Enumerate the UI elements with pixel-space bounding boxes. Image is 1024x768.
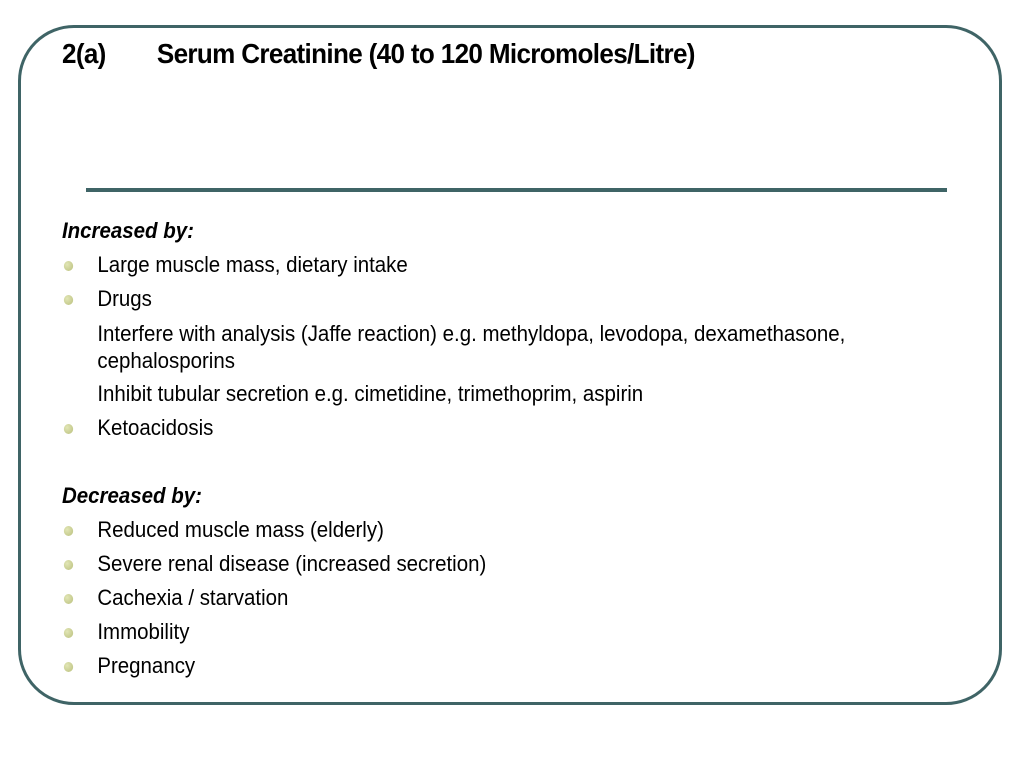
bullet-icon xyxy=(64,295,73,305)
bullet-icon xyxy=(64,261,73,271)
bullet-icon xyxy=(64,560,73,570)
increased-heading: Increased by: xyxy=(62,218,194,243)
section-gap xyxy=(62,445,982,479)
slide-title xyxy=(62,38,695,70)
slide-content xyxy=(62,214,982,683)
list-item xyxy=(62,513,918,547)
list-item-text: Severe renal disease (increased secretion) xyxy=(97,551,487,576)
list-item-text: Large muscle mass, dietary intake xyxy=(97,252,408,277)
bullet-icon xyxy=(64,594,73,604)
bullet-icon xyxy=(64,628,73,638)
bullet-icon xyxy=(64,526,73,536)
decreased-heading: Decreased by: xyxy=(62,483,202,508)
sub-item: Interfere with analysis (Jaffe reaction) e.g. methyldopa, levodopa, dexamethasone, cephalosporins xyxy=(97,321,846,373)
bullet-icon xyxy=(64,424,73,434)
list-item xyxy=(62,248,918,282)
list-item-text: Pregnancy xyxy=(97,653,196,678)
list-item xyxy=(62,649,918,683)
list-item xyxy=(62,411,918,445)
list-item xyxy=(62,547,918,581)
title-divider xyxy=(86,188,947,192)
list-item-text: Ketoacidosis xyxy=(97,415,214,440)
list-item-text: Cachexia / starvation xyxy=(97,585,289,610)
list-item xyxy=(62,581,918,615)
list-item xyxy=(62,615,918,649)
title-text: Serum Creatinine (40 to 120 Micromoles/Litre) xyxy=(156,38,695,69)
list-item xyxy=(62,282,918,316)
bullet-icon xyxy=(64,662,73,672)
list-item-text: Immobility xyxy=(97,619,190,644)
list-item-text: Drugs xyxy=(97,286,152,311)
sub-item: Inhibit tubular secretion e.g. cimetidine, trimethoprim, aspirin xyxy=(97,381,644,406)
list-item-text: Reduced muscle mass (elderly) xyxy=(97,517,384,542)
title-number: 2(a) xyxy=(62,38,106,69)
